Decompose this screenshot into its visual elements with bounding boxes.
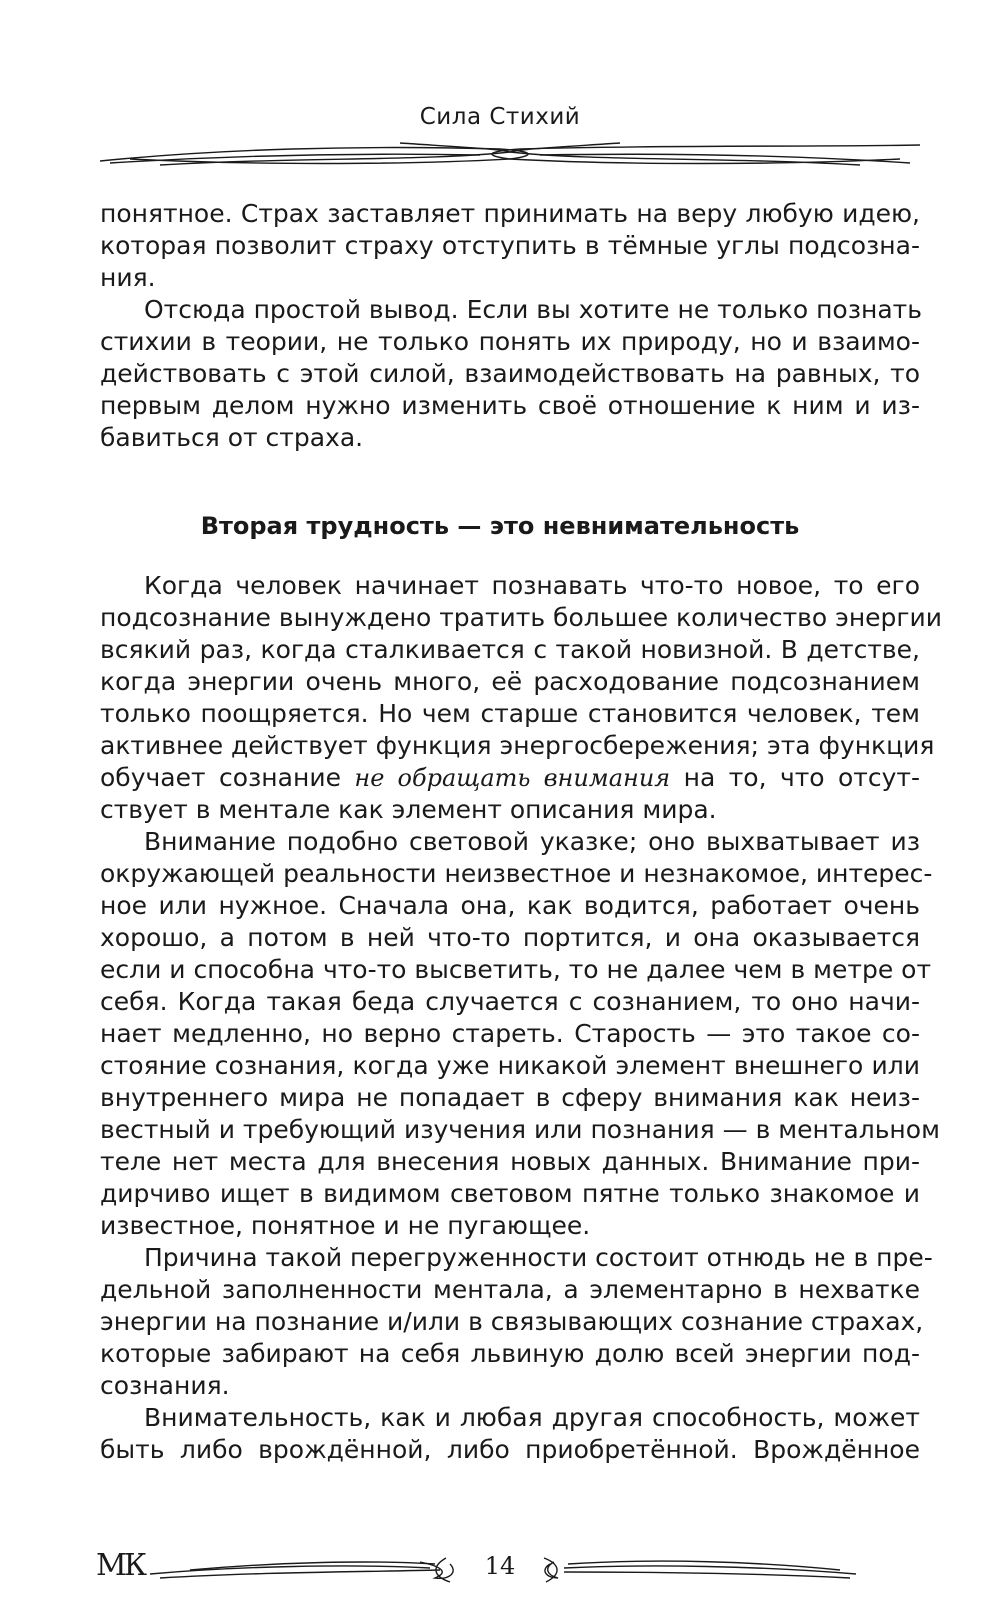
text-line: Причина такой перегруженности состоит отнюдь не в пре- (144, 1243, 933, 1272)
text-line: которая позволит страху отступить в тёмные углы подсозна- (100, 231, 920, 260)
text-line: дирчиво ищет в видимом световом пятне только знакомое и (100, 1179, 920, 1208)
text-line: только поощряется. Но чем старше становится человек, тем (100, 699, 920, 728)
text-line: подсознание вынуждено тратить большее количество энергии (100, 603, 943, 632)
text-line: энергии на познание и/или в связывающих сознание страхах, (100, 1307, 924, 1336)
text-line: сознания. (100, 1371, 230, 1400)
text-run: на то, что отсут- (670, 763, 920, 792)
text-line: нает медленно, но верно стареть. Старость — это такое со- (100, 1019, 920, 1048)
running-title: Сила Стихий (419, 104, 581, 130)
paragraph (100, 570, 943, 826)
text-line: первым делом нужно изменить своё отношение к ним и из- (100, 391, 920, 420)
text-line: активнее действует функция энергосбережения; эта функция (100, 731, 935, 760)
text-line: бавиться от страха. (100, 423, 364, 452)
text-line: Когда человек начинает познавать что-то новое, то его (144, 571, 920, 600)
paragraph (100, 1242, 933, 1402)
text-line: дельной заполненности ментала, а элементарно в нехватке (100, 1275, 920, 1304)
text-line: окружающей реальности неизвестное и незнакомое, интерес- (100, 859, 933, 888)
text-line: всякий раз, когда сталкивается с такой новизной. В детстве, (100, 635, 920, 664)
paragraph-continued (100, 198, 920, 294)
paragraph (100, 826, 940, 1242)
page-footer (0, 1548, 1000, 1588)
text-line: ния. (100, 263, 156, 292)
text-line: быть либо врождённой, либо приобретённой. Врождённое (100, 1435, 920, 1464)
text-line-with-emphasis (100, 762, 920, 794)
text-line: вестный и требующий изучения или познания — в ментальном (100, 1115, 940, 1144)
text-line: стояние сознания, когда уже никакой элемент внешнего или (100, 1051, 920, 1080)
text-line: действовать с этой силой, взаимодействовать на равных, то (100, 359, 920, 388)
text-line: если и способна что-то высветить, то не далее чем в метре от (100, 955, 932, 984)
text-line: ное или нужное. Сначала она, как водится, работает очень (100, 891, 920, 920)
header-ornament-icon (100, 135, 920, 175)
section-heading: Вторая трудность — это невнимательность (200, 512, 800, 540)
text-line: ствует в ментале как элемент описания мира. (100, 795, 717, 824)
text-line: внутреннего мира не попадает в сферу внимания как неиз- (100, 1083, 920, 1112)
text-line: теле нет места для внесения новых данных. Внимание при- (100, 1147, 920, 1176)
text-line: стихии в теории, не только понять их природу, но и взаимо- (100, 327, 920, 356)
footer-ornament-right-icon (540, 1548, 860, 1588)
text-line: Отсюда простой вывод. Если вы хотите не только познать (144, 295, 922, 324)
text-block-main (100, 570, 943, 1466)
text-line: которые забирают на себя львиную долю всей энергии под- (100, 1339, 920, 1368)
text-line: понятное. Страх заставляет принимать на веру любую идею, (100, 199, 920, 228)
text-line: Внимательность, как и любая другая способность, может (144, 1403, 920, 1432)
text-line: известное, понятное и не пугающее. (100, 1211, 591, 1240)
text-line: когда энергии очень много, её расходование подсознанием (100, 667, 920, 696)
footer-ornament-left-icon (150, 1548, 460, 1588)
paragraph (100, 294, 920, 454)
publisher-logo: МК (96, 1548, 144, 1583)
text-run: обучает сознание (100, 763, 355, 792)
text-line: себя. Когда такая беда случается с сознанием, то оно начи- (100, 987, 920, 1016)
paragraph (100, 1402, 920, 1466)
text-line: Внимание подобно световой указке; оно выхватывает из (144, 827, 920, 856)
emphasis-text: не обращать внимания (354, 764, 671, 792)
text-line: хорошо, а потом в ней что-то портится, и она оказывается (100, 923, 920, 952)
text-block-top (100, 198, 920, 454)
page-number: 14 (484, 1552, 516, 1580)
